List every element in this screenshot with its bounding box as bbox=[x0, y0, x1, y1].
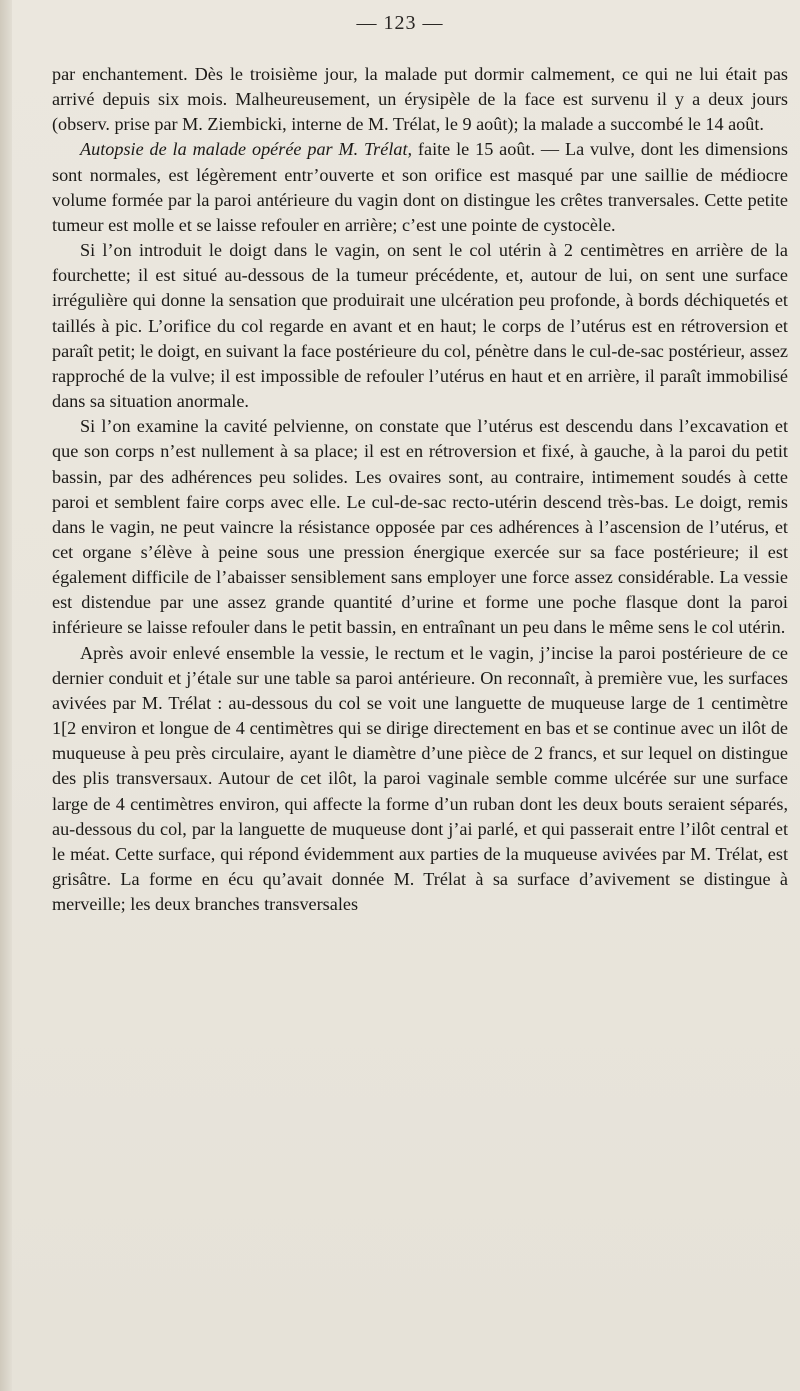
paragraph-1: par enchantement. Dès le troisième jour, la malade put dormir calmement, ce qui ne lui était pas arrivé depuis six mois. Malheureusement, un érysipèle de la face est survenu il y a deux jours (observ. prise par M. Ziembicki, interne de M. Trélat, le 9 août); la malade a succombé le 14 août. bbox=[52, 64, 788, 135]
paragraph-5: Après avoir enlevé ensemble la vessie, le rectum et le vagin, j’incise la paroi postérieure de ce dernier conduit et j’étale sur une table sa paroi antérieure. On reconnaît, à première vue, les surfaces avivées par M. Trélat : au-dessous du col se voit une languette de muqueuse large de 1 centimètre 1[2 environ et longue de 4 centimètres qui se dirige directement en bas et se continue avec un ilôt de muqueuse à peu près circulaire, ayant le diamètre d’une pièce de 2 francs, et sur lequel on distingue des plis transversaux. Autour de cet ilôt, la paroi vaginale semble comme ulcérée sur une surface large de 4 centimètres environ, qui affecte la forme d’un ruban dont les deux bouts seraient séparés, au-dessous du col, par la languette de muqueuse dont j’ai parlé, et qui passerait entre l’ilôt central et le méat. Cette surface, qui répond évidemment aux parties de la muqueuse avivées par M. Trélat, est grisâtre. La forme en écu qu’avait donnée M. Trélat à sa surface d’avivement se distingue à merveille; les deux branches transversales bbox=[52, 642, 788, 915]
body-text bbox=[52, 62, 788, 917]
paragraph-3: Si l’on introduit le doigt dans le vagin, on sent le col utérin à 2 centimètres en arrière de la fourchette; il est situé au-dessous de la tumeur précédente, et, autour de lui, on sent une surface irrégulière qui donne la sensation que produirait une ulcération peu profonde, à bords déchiquetés et taillés à pic. L’orifice du col regarde en avant et en haut; le corps de l’utérus est en rétroversion et paraît petit; le doigt, en suivant la face postérieure du col, pénètre dans le cul-de-sac postérieur, assez rapproché de la vulve; il est impossible de refouler l’utérus en haut et en arrière, il paraît immobilisé dans sa situation anormale. bbox=[52, 240, 788, 412]
page-number: — 123 — bbox=[356, 12, 444, 34]
binding-edge bbox=[0, 0, 12, 1391]
autopsie-heading: Autopsie de la malade opérée par M. Trélat, bbox=[80, 139, 413, 160]
paragraph-2 bbox=[52, 137, 788, 238]
paragraph-4: Si l’on examine la cavité pelvienne, on constate que l’utérus est descendu dans l’excavation et que son corps n’est nullement à sa place; il est en rétroversion et fixé, à gauche, à la paroi du petit bassin, par des adhérences peu solides. Les ovaires sont, au contraire, intimement soudés à cette paroi et semblent faire corps avec elle. Le cul-de-sac recto-utérin descend très-bas. Le doigt, remis dans le vagin, ne peut vaincre la résistance opposée par ces adhérences à l’ascension de l’utérus, et cet organe s’élève à peine sous une pression énergique exercée sur sa face postérieure; il est également difficile de l’abaisser sensiblement sans employer une force assez considérable. La vessie est distendue par une assez grande quantité d’urine et forme une poche flasque dont la paroi inférieure se laisse refouler dans le petit bassin, en entraînant un peu dans le même sens le col utérin. bbox=[52, 416, 788, 638]
paragraph-2-text: faite le 15 août. — La vulve, dont les dimensions sont normales, est légèrement entr’ouverte et son orifice est masqué par une saillie de médiocre volume formée par la paroi antérieure du vagin dont on distingue les crêtes tranversales. Cette petite tumeur est molle et se laisse refouler en arrière; c’est une pointe de cystocèle. bbox=[52, 139, 788, 235]
